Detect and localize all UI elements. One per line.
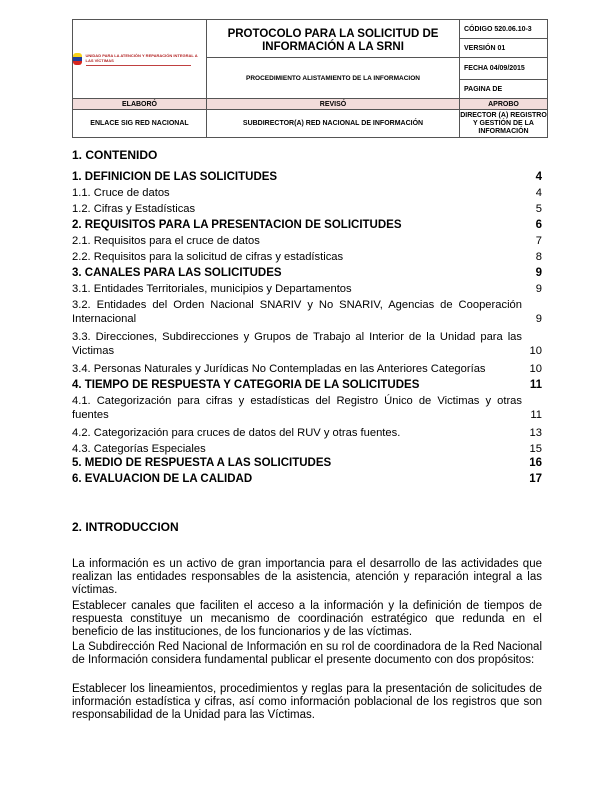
toc-entry-text: 1. DEFINICION DE LAS SOLICITUDES xyxy=(72,171,278,183)
toc-entry[interactable] xyxy=(72,378,542,392)
toc-entry-text: 4.1. Categorización para cifras y estadísticas del Registro Único de Victimas y otras fuentes xyxy=(72,395,522,421)
toc-entry-text: 2.2. Requisitos para la solicitud de cifras y estadísticas xyxy=(72,251,344,263)
toc-entry-page: 11 xyxy=(530,409,542,421)
logo-text: UNIDAD PARA LA ATENCIÓN Y REPARACIÓN INTEGRAL A LAS VÍCTIMAS xyxy=(85,52,198,63)
toc-entry[interactable] xyxy=(72,234,542,248)
toc-entry-text: 4.3. Categorías Especiales xyxy=(72,443,206,455)
toc-entry-page: 10 xyxy=(529,345,542,357)
toc-entry[interactable] xyxy=(72,394,542,422)
toc-entry-text: 2. REQUISITOS PARA LA PRESENTACION DE SOLICITUDES xyxy=(72,219,402,231)
intro-paragraph-1: La información es un activo de gran importancia para el desarrollo de las actividades que realizan las entidades responsables de la asistencia, atención y reparación integral a las víctimas. xyxy=(72,558,542,596)
intro-paragraph-3: La Subdirección Red Nacional de Información en su rol de coordinadora de la Red Nacional de Información considera fundamental publicar el presente documento con dos propósitos: xyxy=(72,641,542,666)
toc-entry-page: 17 xyxy=(529,473,542,485)
role-reviso: REVISÓ xyxy=(207,99,460,110)
toc-entry[interactable] xyxy=(72,266,542,280)
section-title-contenido: 1. CONTENIDO xyxy=(72,148,158,162)
toc-entry-page: 5 xyxy=(535,203,542,215)
toc-entry-page: 8 xyxy=(535,251,542,263)
toc-entry-page: 16 xyxy=(529,457,542,469)
toc-entry[interactable] xyxy=(72,442,542,456)
logo-cell xyxy=(73,20,207,99)
toc-entry-page: 15 xyxy=(529,443,542,455)
toc-entry-text: 1.1. Cruce de datos xyxy=(72,187,170,199)
toc-entry-text: 2.1. Requisitos para el cruce de datos xyxy=(72,235,260,247)
date: FECHA 04/09/2015 xyxy=(460,58,548,80)
toc-entry-page: 4 xyxy=(535,187,542,199)
role-aprobo: APROBO xyxy=(460,99,548,110)
role-elaboro: ELABORÓ xyxy=(73,99,207,110)
toc-entry-text: 5. MEDIO DE RESPUESTA A LAS SOLICITUDES xyxy=(72,457,332,469)
toc-entry[interactable] xyxy=(72,186,542,200)
toc-entry-page: 7 xyxy=(535,235,542,247)
toc-entry[interactable] xyxy=(72,298,542,326)
toc-entry-text: 3.4. Personas Naturales y Jurídicas No Contempladas en las Anteriores Categorías xyxy=(72,363,486,375)
section-title-introduccion: 2. INTRODUCCION xyxy=(72,520,179,534)
toc-entry-text: 4.2. Categorización para cruces de datos del RUV y otras fuentes. xyxy=(72,427,401,439)
toc-entry-page: 4 xyxy=(535,171,542,183)
toc-entry[interactable] xyxy=(72,456,542,470)
version: VERSIÓN 01 xyxy=(460,39,548,58)
toc-entry-page: 9 xyxy=(535,267,542,279)
toc-entry-text: 4. TIEMPO DE RESPUESTA Y CATEGORIA DE LA SOLICITUDES xyxy=(72,379,420,391)
document-title: PROTOCOLO PARA LA SOLICITUD DE INFORMACIÓN A LA SRNI xyxy=(207,20,460,58)
intro-paragraph-2: Establecer canales que faciliten el acceso a la información y la definición de tiempos de respuesta constituye un mecanismo de coordinación estratégico que redunda en el beneficio de las instituciones, de los funcionarios y de las víctimas. xyxy=(72,600,542,638)
procedure-name: PROCEDIMIENTO ALISTAMIENTO DE LA INFORMACION xyxy=(207,58,460,99)
toc-entry[interactable] xyxy=(72,426,542,440)
toc-entry-text: 3.1. Entidades Territoriales, municipios y Departamentos xyxy=(72,283,352,295)
document-header-table xyxy=(72,19,548,138)
intro-paragraph-4: Establecer los lineamientos, procedimientos y reglas para la presentación de solicitudes de información estadística y cifras, así como información poblacional de los registros que son responsabilidad de la Unidad para las Víctimas. xyxy=(72,683,542,721)
toc-entry[interactable] xyxy=(72,330,542,358)
toc-entry-page: 9 xyxy=(535,283,542,295)
toc-entry-text: 3. CANALES PARA LAS SOLICITUDES xyxy=(72,267,282,279)
toc-entry-text: 3.2. Entidades del Orden Nacional SNARIV y No SNARIV, Agencias de Cooperación Internacional xyxy=(72,299,522,325)
toc-entry[interactable] xyxy=(72,202,542,216)
colombia-seal-icon xyxy=(73,53,82,65)
toc-entry[interactable] xyxy=(72,218,542,232)
code: CÓDIGO 520.06.10-3 xyxy=(460,20,548,39)
toc-entry[interactable] xyxy=(72,362,542,376)
toc-entry-page: 6 xyxy=(535,219,542,231)
toc-entry[interactable] xyxy=(72,282,542,296)
toc-entry-page: 11 xyxy=(529,379,542,391)
name-aprobo: DIRECTOR (A) REGISTRO Y GESTIÓN DE LA INFORMACIÓN xyxy=(460,110,548,138)
name-elaboro: ENLACE SIG RED NACIONAL xyxy=(73,110,207,138)
toc-entry[interactable] xyxy=(72,170,542,184)
toc-entry[interactable] xyxy=(72,472,542,486)
toc-entry-text: 3.3. Direcciones, Subdirecciones y Grupos de Trabajo al Interior de la Unidad para las Victimas xyxy=(72,331,522,357)
unidad-victimas-logo xyxy=(73,53,206,66)
name-reviso: SUBDIRECTOR(A) RED NACIONAL DE INFORMACIÓN xyxy=(207,110,460,138)
toc-entry-text: 1.2. Cifras y Estadísticas xyxy=(72,203,196,215)
toc-entry-page: 9 xyxy=(535,313,542,325)
toc-entry-text: 6. EVALUACION DE LA CALIDAD xyxy=(72,473,253,485)
toc-entry-page: 10 xyxy=(529,363,542,375)
toc-entry-page: 13 xyxy=(529,427,542,439)
toc-entry[interactable] xyxy=(72,250,542,264)
page-number: PAGINA DE xyxy=(460,80,548,99)
